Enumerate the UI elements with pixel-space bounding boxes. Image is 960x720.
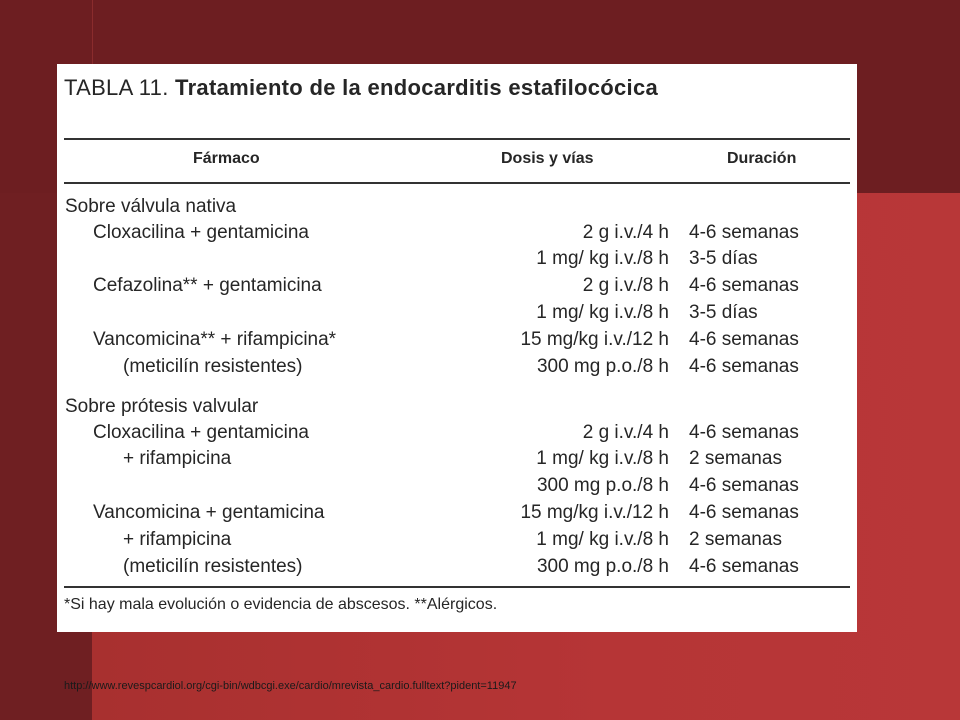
cell-dose: 300 mg p.o./8 h bbox=[536, 556, 669, 577]
cell-dose: 15 mg/kg i.v./12 h bbox=[520, 502, 669, 523]
cell-duration: 3-5 días bbox=[689, 248, 758, 269]
table-row bbox=[57, 194, 857, 220]
table-top-rule bbox=[64, 138, 850, 140]
cell-dose: 15 mg/kg i.v./12 h bbox=[520, 329, 669, 350]
cell-drug: (meticilín resistentes) bbox=[123, 556, 303, 577]
table-row bbox=[57, 473, 857, 499]
table-footnote: *Si hay mala evolución o evidencia de abscesos. **Alérgicos. bbox=[64, 596, 498, 613]
cell-dose: 1 mg/ kg i.v./8 h bbox=[536, 529, 669, 550]
source-url-text: http://www.revespcardiol.org/cgi-bin/wdbcgi.exe/cardio/mrevista_cardio.fulltext?pident=11947 bbox=[64, 680, 517, 692]
table-row bbox=[57, 327, 857, 353]
header-duration: Duración bbox=[727, 150, 797, 167]
header-dose: Dosis y vías bbox=[501, 150, 594, 167]
cell-duration: 4-6 semanas bbox=[689, 475, 799, 496]
cell-duration: 4-6 semanas bbox=[689, 329, 799, 350]
table-row bbox=[57, 300, 857, 326]
table-row bbox=[57, 273, 857, 299]
cell-drug: Cloxacilina + gentamicina bbox=[93, 222, 309, 243]
table-row bbox=[57, 554, 857, 580]
table-header-rule bbox=[64, 182, 850, 184]
cell-duration: 4-6 semanas bbox=[689, 556, 799, 577]
cell-duration: 4-6 semanas bbox=[689, 502, 799, 523]
table-title-text: Tratamiento de la endocarditis estafilocócica bbox=[175, 75, 659, 100]
cell-dose: 300 mg p.o./8 h bbox=[536, 356, 669, 377]
table-row bbox=[57, 420, 857, 446]
cell-dose: 300 mg p.o./8 h bbox=[536, 475, 669, 496]
table-row bbox=[57, 527, 857, 553]
cell-duration: 4-6 semanas bbox=[689, 422, 799, 443]
table-row bbox=[57, 220, 857, 246]
cell-drug: Cloxacilina + gentamicina bbox=[93, 422, 309, 443]
table-row bbox=[57, 354, 857, 380]
table-title-lead: TABLA 11. bbox=[64, 75, 169, 100]
table-row bbox=[57, 446, 857, 472]
table-bottom-rule bbox=[64, 586, 850, 588]
cell-dose: 2 g i.v./4 h bbox=[582, 222, 669, 243]
cell-dose: 1 mg/ kg i.v./8 h bbox=[536, 302, 669, 323]
cell-drug: Vancomicina + gentamicina bbox=[93, 502, 325, 523]
table-title bbox=[64, 74, 844, 101]
cell-duration: 4-6 semanas bbox=[689, 356, 799, 377]
cell-duration: 2 semanas bbox=[689, 448, 782, 469]
table-row bbox=[57, 394, 857, 420]
table-row bbox=[57, 500, 857, 526]
table-row bbox=[57, 246, 857, 272]
cell-drug: Cefazolina** + gentamicina bbox=[93, 275, 322, 296]
cell-dose: 1 mg/ kg i.v./8 h bbox=[536, 448, 669, 469]
cell-dose: 2 g i.v./4 h bbox=[582, 422, 669, 443]
header-drug: Fármaco bbox=[193, 150, 260, 167]
cell-drug: + rifampicina bbox=[123, 448, 232, 469]
cell-drug: Sobre prótesis valvular bbox=[65, 396, 259, 417]
treatment-table-image bbox=[57, 64, 857, 632]
cell-drug: Sobre válvula nativa bbox=[65, 196, 237, 217]
cell-duration: 4-6 semanas bbox=[689, 275, 799, 296]
cell-drug: Vancomicina** + rifampicina* bbox=[93, 329, 337, 350]
cell-dose: 2 g i.v./8 h bbox=[582, 275, 669, 296]
cell-duration: 2 semanas bbox=[689, 529, 782, 550]
cell-duration: 3-5 días bbox=[689, 302, 758, 323]
cell-dose: 1 mg/ kg i.v./8 h bbox=[536, 248, 669, 269]
cell-drug: + rifampicina bbox=[123, 529, 232, 550]
cell-drug: (meticilín resistentes) bbox=[123, 356, 303, 377]
cell-duration: 4-6 semanas bbox=[689, 222, 799, 243]
